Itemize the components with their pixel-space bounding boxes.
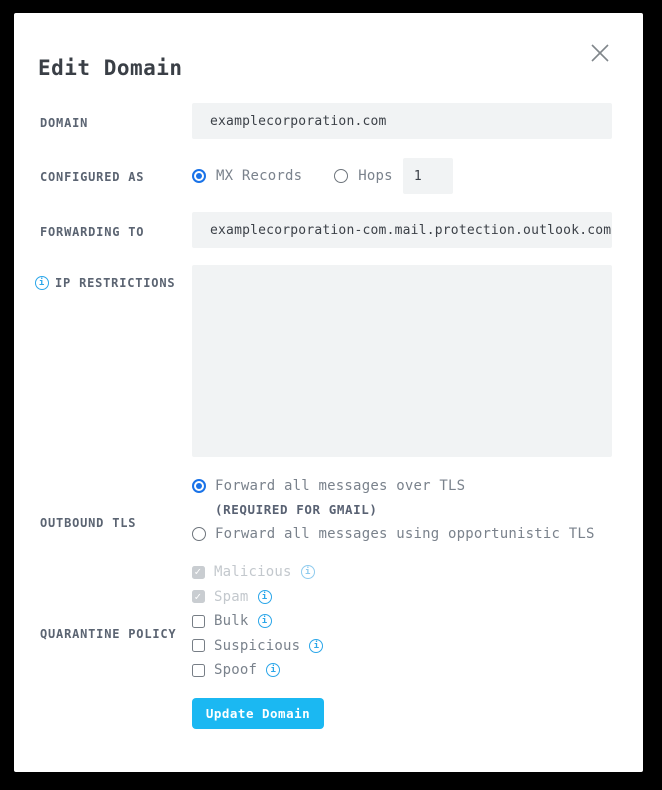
spoof-checkbox-label[interactable]: Spoof bbox=[214, 662, 258, 679]
outbound-tls-label: OUTBOUND TLS bbox=[40, 516, 137, 530]
ip-restrictions-info-icon[interactable] bbox=[35, 276, 49, 290]
quarantine-row-spam bbox=[192, 585, 323, 610]
tls-opportunistic-radio-label[interactable]: Forward all messages using opportunistic TLS bbox=[215, 526, 595, 542]
malicious-info-icon[interactable] bbox=[301, 565, 315, 579]
forwarding-to-value: examplecorporation-com.mail.protection.outlook.com bbox=[210, 222, 612, 238]
ip-restrictions-textarea[interactable] bbox=[192, 265, 612, 457]
spam-checkbox bbox=[192, 590, 205, 603]
tls-option-opportunistic bbox=[192, 522, 595, 546]
suspicious-info-icon[interactable] bbox=[309, 639, 323, 653]
tls-opportunistic-radio[interactable] bbox=[192, 527, 206, 541]
close-icon bbox=[585, 38, 615, 68]
domain-label: DOMAIN bbox=[40, 116, 89, 130]
quarantine-row-spoof bbox=[192, 658, 323, 683]
suspicious-checkbox-label[interactable]: Suspicious bbox=[214, 637, 301, 654]
spoof-info-icon[interactable] bbox=[266, 663, 280, 677]
bulk-info-icon[interactable] bbox=[258, 614, 272, 628]
tls-strict-radio[interactable] bbox=[192, 479, 206, 493]
outbound-tls-group bbox=[192, 474, 595, 546]
tls-strict-radio-label[interactable]: Forward all messages over TLS bbox=[215, 478, 466, 494]
bulk-checkbox[interactable] bbox=[192, 615, 205, 628]
forwarding-to-label: FORWARDING TO bbox=[40, 225, 145, 239]
hops-input[interactable] bbox=[403, 158, 453, 194]
tls-strict-note: (REQUIRED FOR GMAIL) bbox=[215, 502, 378, 517]
spam-checkbox-label: Spam bbox=[214, 588, 249, 605]
hops-value: 1 bbox=[413, 168, 422, 184]
domain-value: examplecorporation.com bbox=[210, 113, 387, 129]
tls-option-strict bbox=[192, 474, 595, 498]
ip-restrictions-label: IP RESTRICTIONS bbox=[55, 276, 176, 290]
quarantine-row-bulk bbox=[192, 609, 323, 634]
ip-restrictions-label-row bbox=[35, 276, 175, 290]
page-title: Edit Domain bbox=[38, 56, 183, 80]
update-domain-button[interactable]: Update Domain bbox=[192, 698, 324, 729]
edit-domain-modal bbox=[14, 13, 643, 772]
quarantine-policy-group bbox=[192, 560, 323, 683]
mx-records-radio-label[interactable]: MX Records bbox=[216, 168, 303, 184]
quarantine-row-malicious bbox=[192, 560, 323, 585]
quarantine-row-suspicious bbox=[192, 634, 323, 659]
hops-radio-label[interactable]: Hops bbox=[358, 168, 393, 184]
suspicious-checkbox[interactable] bbox=[192, 639, 205, 652]
mx-records-radio[interactable] bbox=[192, 169, 206, 183]
domain-input[interactable] bbox=[192, 103, 612, 139]
hops-radio[interactable] bbox=[334, 169, 348, 183]
configured-as-row bbox=[192, 158, 453, 194]
malicious-checkbox bbox=[192, 566, 205, 579]
close-button[interactable] bbox=[585, 38, 615, 68]
malicious-checkbox-label: Malicious bbox=[214, 564, 292, 581]
forwarding-to-input[interactable] bbox=[192, 212, 612, 248]
quarantine-policy-label: QUARANTINE POLICY bbox=[40, 627, 177, 641]
configured-as-label: CONFIGURED AS bbox=[40, 170, 145, 184]
bulk-checkbox-label[interactable]: Bulk bbox=[214, 613, 249, 630]
spoof-checkbox[interactable] bbox=[192, 664, 205, 677]
spam-info-icon[interactable] bbox=[258, 590, 272, 604]
